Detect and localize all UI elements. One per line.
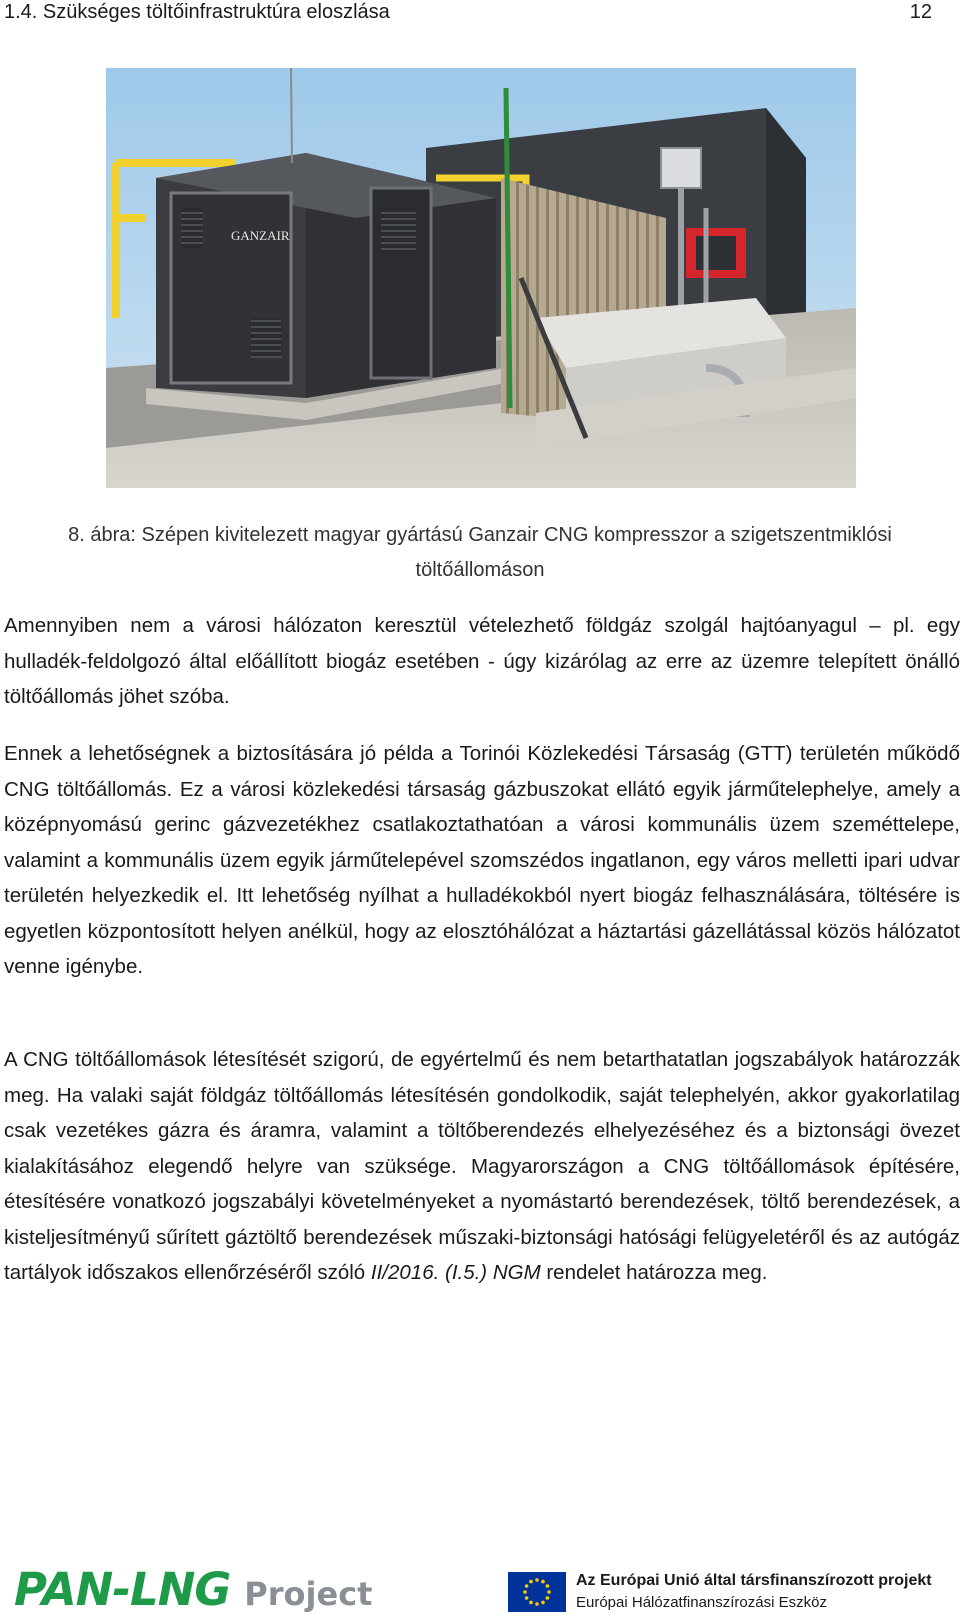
pan-lng-wordmark: PAN-LNG bbox=[14, 1563, 231, 1616]
eu-flag-icon bbox=[508, 1572, 566, 1612]
eu-cofinancing-text bbox=[576, 1570, 960, 1614]
project-wordmark: Project bbox=[244, 1575, 373, 1613]
regulations-text: A CNG töltőállomások létesítését szigorú, de egyértelmű és nem betarthatatlan jogszabályok határozzák meg. Ha valaki saját földgáz töltőállomás létesítésén gondolkodik, saját telephelyén, akkor gyakorlatilag csak vezetékes gázra és áramra, valamint a töltőberendezés elhelyezéséhez és a biztonsági övezet kialakításához elegendő helyre van szüksége. Magyarországon a CNG töltőállomások építésére, étesítésére vonatkozó jogszabályi követelményeket a nyomástartó berendezések, töltő berendezések, a kisteljesítményű sűrített gáztöltő berendezések műszaki-biztonsági hatósági felügyeletéről és az autógáz tartályok időszakos ellenőrzéséről szóló bbox=[4, 1048, 960, 1284]
page-header bbox=[4, 0, 932, 26]
regulations-text-end: rendelet határozza meg. bbox=[540, 1261, 768, 1284]
section-title: 1.4. Szükséges töltőinfrastruktúra eloszlása bbox=[4, 1, 390, 23]
paragraph-biogas: Amennyiben nem a városi hálózaton keresztül vételezhető földgáz szolgál hajtóanyagul – pl. egy hulladék-feldolgozó által előállított biogáz esetében - úgy kizárólag az erre az üzemre telepített önálló töltőállomás jöhet szóba. bbox=[4, 614, 960, 708]
cng-compressor-photo bbox=[106, 68, 856, 488]
figure-caption bbox=[4, 518, 956, 588]
regulation-reference: II/2016. (I.5.) NGM bbox=[370, 1261, 541, 1284]
cef-line: Európai Hálózatfinanszírozási Eszköz bbox=[576, 1594, 827, 1611]
paragraph-regulations bbox=[4, 1042, 960, 1291]
paragraph-turin-example: Ennek a lehetőségnek a biztosítására jó példa a Torinói Közlekedési Társaság (GTT) területén működő CNG töltőállomás. Ez a városi közlekedési társaság gázbuszokat ellátó egyik járműtelephelye, amely a középnyomású gerinc gázvezetékhez csatlakoztathatóan a városi kommunális üzem szeméttelepe, valamint a kommunális üzem egyik járműtelepével szomszédos ingatlanon, egy város melletti ipari udvar területén helyezkedik el. Itt lehetőség nyílhat a hulladékokból nyert biogáz felhasználására, töltésére is egyetlen központosított helyen anélkül, hogy az elosztóhálózat a háztartási gázellátással közös hálózatot venne igénybe. bbox=[4, 742, 960, 978]
ganzair-brand-label: GANZAIR bbox=[231, 228, 290, 243]
pan-lng-logo bbox=[14, 1563, 373, 1616]
caption-line-1: 8. ábra: Szépen kivitelezett magyar gyártású Ganzair CNG kompresszor a szigetszentmiklósi bbox=[68, 524, 892, 546]
page-number: 12 bbox=[909, 1, 932, 23]
caption-line-2: töltőállomáson bbox=[415, 559, 545, 581]
eu-cofinancing-line: Az Európai Unió által társfinanszírozott projekt bbox=[576, 1572, 932, 1589]
page-footer bbox=[0, 1552, 960, 1621]
